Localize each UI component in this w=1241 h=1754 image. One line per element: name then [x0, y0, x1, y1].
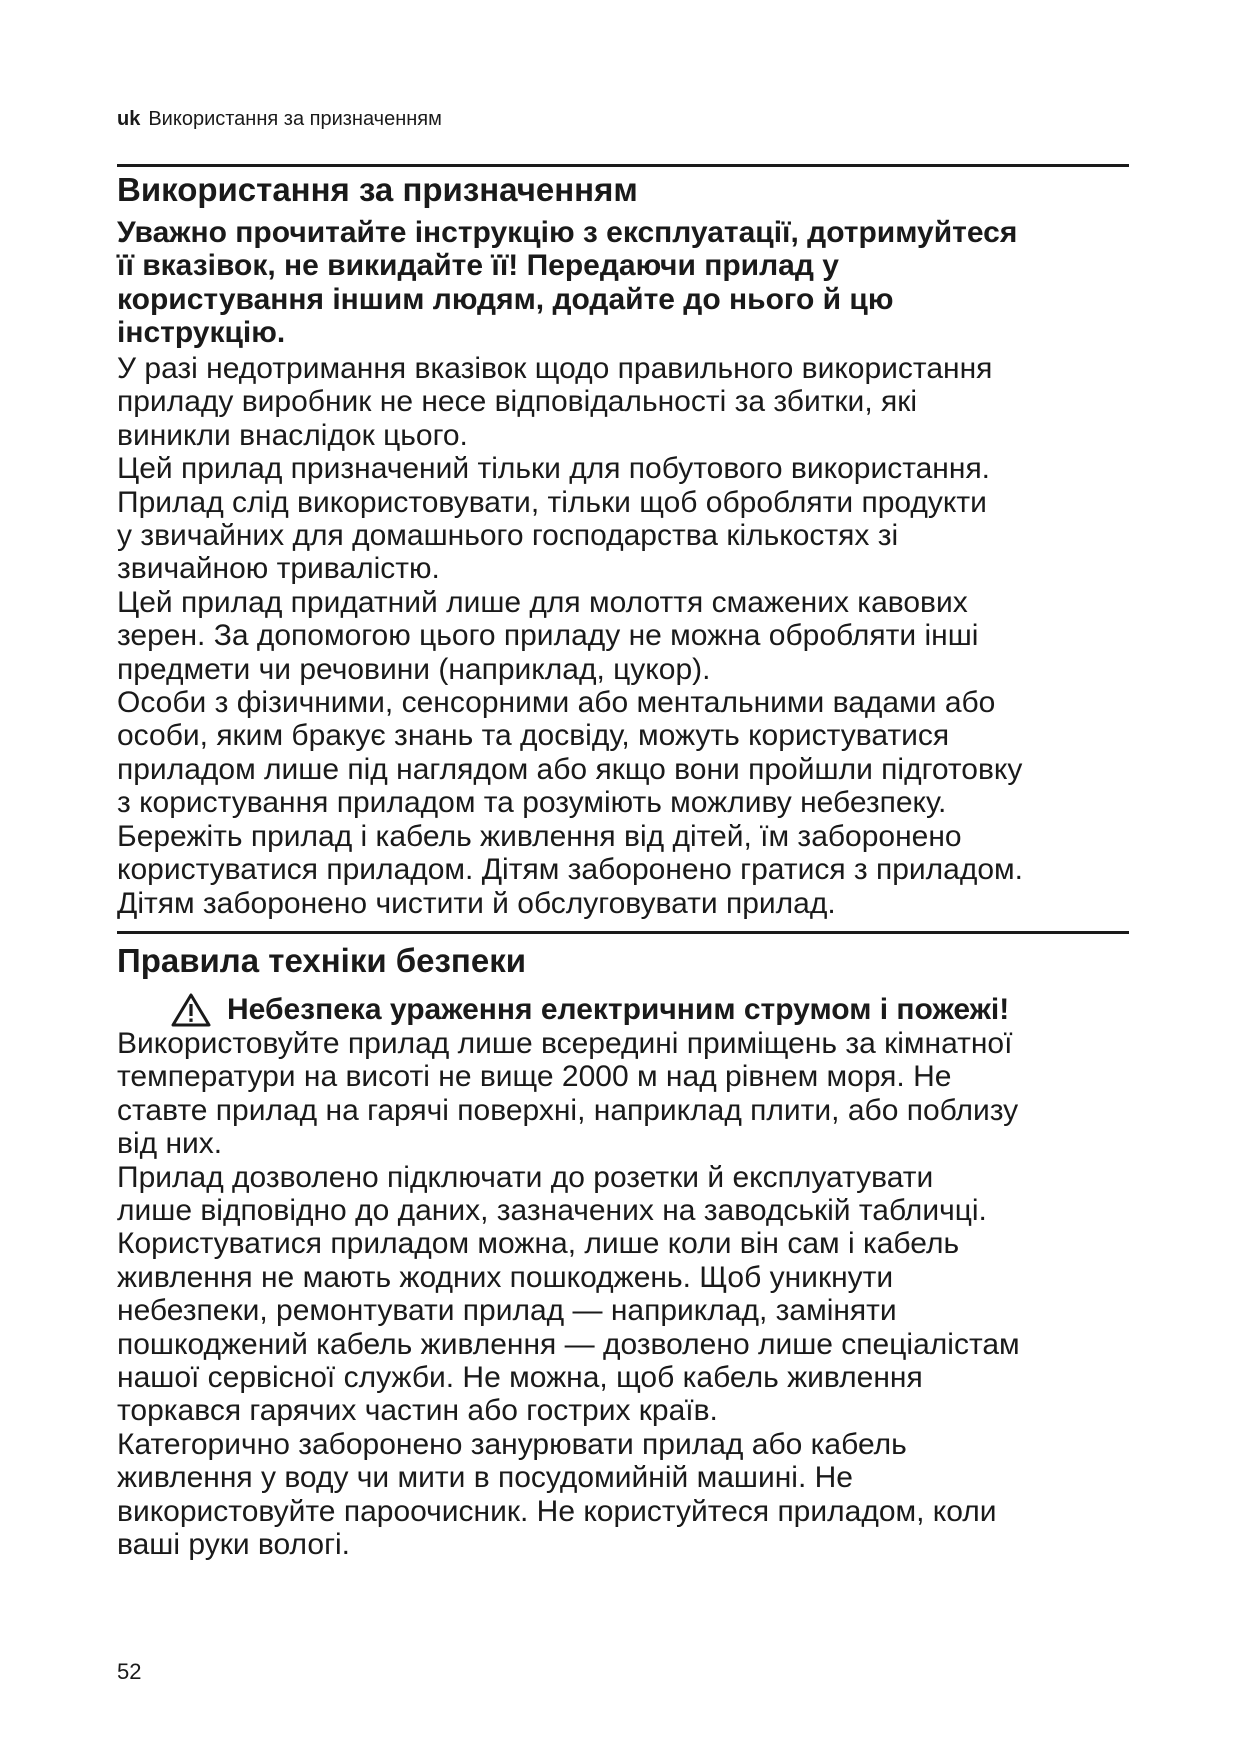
safety-body — [117, 1027, 1129, 1562]
section-divider — [117, 931, 1129, 934]
body-line: приладу виробник не несе відповідальності за збитки, які — [117, 385, 918, 419]
body-line: Використовуйте прилад лише всередині приміщень за кімнатної — [117, 1027, 1013, 1060]
body-line: приладом лише під наглядом або якщо вони пройшли підготовку — [117, 752, 1023, 786]
body-line: Прилад слід використовувати, тільки щоб обробляти продукти — [117, 485, 987, 519]
body-line: ваші руки вологі. — [117, 1528, 351, 1562]
body-line: Користуватися приладом можна, лише коли він сам і кабель — [117, 1227, 960, 1261]
body-line: предмети чи речовини (наприклад, цукор). — [117, 652, 711, 686]
intro-line: Уважно прочитайте інструкцію з експлуатації, дотримуйтеся — [117, 216, 1018, 249]
warning-text: Небезпека ураження електричним струмом і пожежі! — [227, 993, 1010, 1026]
body-line: виникли внаслідок цього. — [117, 418, 468, 452]
intro-line: інструкцію. — [117, 316, 286, 350]
body-line: живлення не мають жодних пошкоджень. Щоб уникнути — [117, 1260, 894, 1294]
body-line: лише відповідно до даних, зазначених на заводській табличці. — [117, 1194, 987, 1228]
page-number: 52 — [117, 1659, 142, 1684]
warning-triangle-icon — [171, 993, 211, 1027]
body-line: небезпеки, ремонтувати прилад — наприклад, заміняти — [117, 1294, 897, 1328]
intro-line: користування іншим людям, додайте до нього й цю — [117, 282, 894, 316]
body-line: У разі недотримання вказівок щодо правильного використання — [117, 352, 993, 385]
intended-use-body — [117, 352, 1129, 920]
running-header-title: Використання за призначенням — [148, 108, 442, 130]
language-code: uk — [117, 108, 141, 130]
body-line: живлення у воду чи мити в посудомийній машині. Не — [117, 1461, 853, 1495]
body-line: особи, яким бракує знань та досвіду, можуть користуватися — [117, 719, 950, 753]
section-title-intended-use: Використання за призначенням — [117, 171, 638, 208]
body-line: пошкоджений кабель живлення — дозволено лише спеціалістам — [117, 1327, 1020, 1361]
body-line: Особи з фізичними, сенсорними або ментальними вадами або — [117, 686, 996, 720]
body-line: користуватися приладом. Дітям заборонено гратися з приладом. — [117, 853, 1024, 887]
intro-bold-paragraph — [117, 216, 1129, 350]
running-header — [117, 107, 442, 131]
body-line: з користування приладом та розуміють можливу небезпеку. — [117, 786, 947, 820]
body-line: нашої сервісної служби. Не можна, щоб кабель живлення — [117, 1361, 923, 1395]
warning-heading — [171, 993, 1009, 1027]
section-divider — [117, 164, 1129, 167]
intro-line: її вказівок, не викидайте її! Передаючи прилад у — [117, 249, 839, 283]
body-line: звичайною тривалістю. — [117, 552, 440, 586]
body-line: температури на висоті не вище 2000 м над рівнем моря. Не — [117, 1060, 952, 1094]
section-title-safety: Правила техніки безпеки — [117, 942, 527, 979]
body-line: Цей прилад придатний лише для молоття смажених кавових — [117, 585, 968, 619]
body-line: Дітям заборонено чистити й обслуговувати прилад. — [117, 886, 836, 920]
body-line: зерен. За допомогою цього приладу не можна обробляти інші — [117, 619, 979, 653]
document-page — [117, 0, 1129, 1754]
body-line: використовуйте пароочисник. Не користуйтеся приладом, коли — [117, 1494, 997, 1528]
body-line: ставте прилад на гарячі поверхні, наприклад плити, або поблизу — [117, 1093, 1019, 1127]
body-line: торкався гарячих частин або гострих країв. — [117, 1394, 718, 1428]
body-line: Категорично заборонено занурювати прилад або кабель — [117, 1427, 907, 1461]
body-line: Цей прилад призначений тільки для побутового використання. — [117, 452, 991, 486]
body-line: Прилад дозволено підключати до розетки й експлуатувати — [117, 1160, 934, 1194]
body-line: у звичайних для домашнього господарства кількостях зі — [117, 519, 899, 553]
body-line: від них. — [117, 1127, 223, 1161]
body-line: Бережіть прилад і кабель живлення від дітей, їм заборонено — [117, 819, 962, 853]
